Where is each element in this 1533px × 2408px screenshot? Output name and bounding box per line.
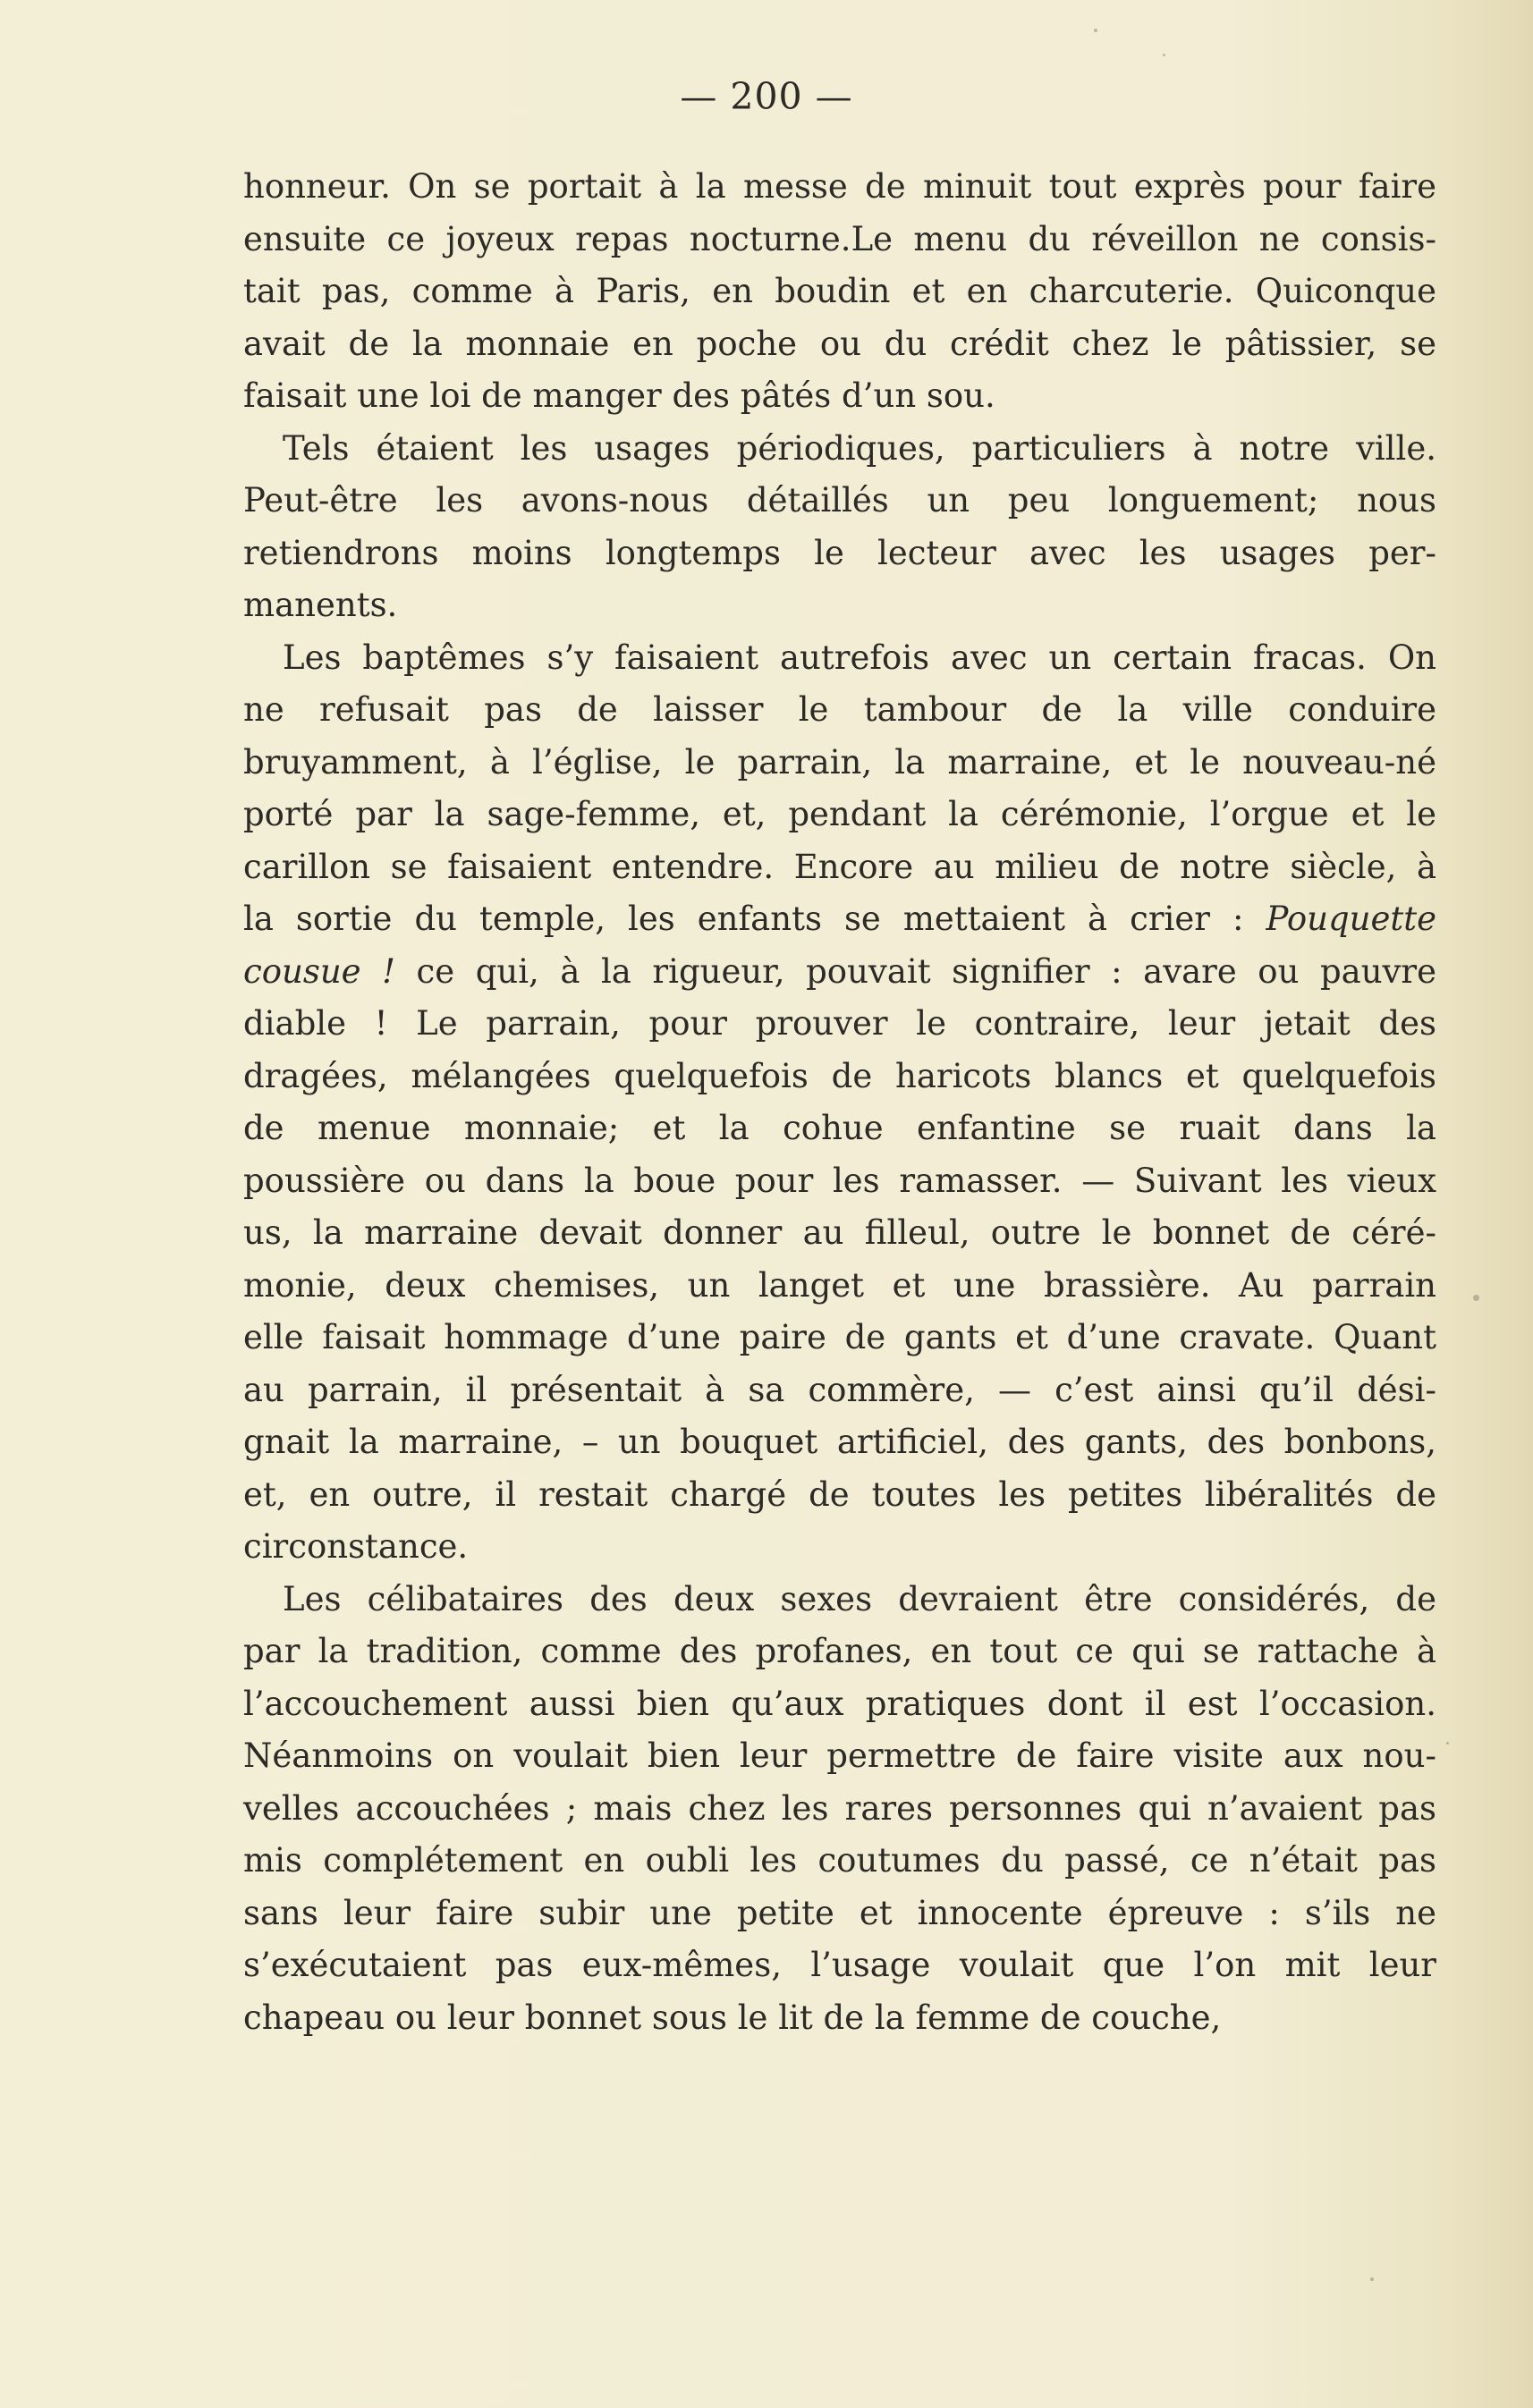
ink-speck (1473, 1295, 1479, 1301)
ink-speck (1370, 2277, 1374, 2281)
text-line: Peut-être les avons-nous détaillés un peu longuement; nous (243, 481, 1436, 520)
text-line: de menue monnaie; et la cohue enfantine se ruait dans la (243, 1109, 1436, 1147)
text-line: Néanmoins on voulait bien leur permettre de faire visite aux nou- (243, 1736, 1436, 1775)
text-line: manents. (243, 586, 398, 624)
text-line: et, en outre, il restait chargé de toutes les petites libéralités de (243, 1474, 1436, 1514)
text-line: faisait une loi de manger des pâtés d’un sou. (243, 376, 995, 415)
ink-speck (1163, 54, 1165, 56)
paragraph-4 (243, 1574, 1436, 2045)
text-line: diable ! Le parrain, pour prouver le contraire, leur jetait des (243, 1004, 1436, 1043)
text-line: l’accouchement aussi bien qu’aux pratiques dont il est l’occasion. (243, 1684, 1436, 1723)
text-line: Les célibataires des deux sexes devraient être considérés, de (283, 1579, 1436, 1618)
line-text: ce qui, à la rigueur, pouvait signifier : avare ou pauvre (416, 951, 1437, 991)
text-line: gnait la marraine, – un bouquet artificiel, des gants, des bonbons, (243, 1423, 1436, 1461)
text-line: velles accouchées ; mais chez les rares personnes qui n’avaient pas (243, 1788, 1436, 1828)
text-line: sans leur faire subir une petite et innocente épreuve : s’ils ne (243, 1893, 1436, 1932)
text-line: s’exécutaient pas eux-mêmes, l’usage voulait que l’on mit leur (243, 1946, 1436, 1984)
text-line: circonstance. (243, 1527, 469, 1566)
text-line: carillon se faisaient entendre. Encore au milieu de notre siècle, à (243, 847, 1436, 886)
text-line: Les baptêmes s’y faisaient autrefois avec un certain fracas. On (283, 638, 1436, 677)
page-number: — 200 — (680, 75, 853, 118)
italic-phrase: cousue ! (243, 951, 395, 991)
text-line: tait pas, comme à Paris, en boudin et en charcuterie. Quiconque (243, 272, 1436, 310)
text-line: ne refusait pas de laisser le tambour de la ville conduire (243, 690, 1436, 729)
text-line: avait de la monnaie en poche ou du crédit chez le pâtissier, se (243, 324, 1436, 363)
paragraph-1 (243, 161, 1436, 423)
ink-speck (1094, 29, 1097, 32)
text-line: elle faisait hommage d’une paire de gants et d’une cravate. Quant (243, 1318, 1436, 1356)
text-line: au parrain, il présentait à sa commère, — c’est ainsi qu’il dési- (243, 1370, 1436, 1409)
text-line (243, 893, 1436, 946)
text-line: porté par la sage-femme, et, pendant la cérémonie, l’orgue et le (243, 795, 1436, 833)
text-line: retiendrons moins longtemps le lecteur avec les usages per- (243, 533, 1436, 572)
text-line: monie, deux chemises, un langet et une brassière. Au parrain (243, 1265, 1436, 1305)
text-line: par la tradition, comme des profanes, en tout ce qui se rattache à (243, 1632, 1436, 1670)
text-line: bruyamment, à l’église, le parrain, la marraine, et le nouveau-né (243, 742, 1436, 782)
italic-phrase: Pouquette (1266, 900, 1436, 938)
text-line: mis complétement en oubli les coutumes du passé, ce n’était pas (243, 1841, 1436, 1880)
ink-speck (1446, 1742, 1449, 1745)
text-line: us, la marraine devait donner au filleul, outre le bonnet de céré- (243, 1213, 1436, 1252)
text-line (243, 946, 1436, 999)
body-text (243, 161, 1436, 2044)
paragraph-3 (243, 632, 1436, 1574)
line-text: la sortie du temple, les enfants se mettaient à crier : (243, 900, 1244, 938)
text-line: dragées, mélangées quelquefois de haricots blancs et quelquefois (243, 1056, 1436, 1095)
text-line: Tels étaient les usages périodiques, particuliers à notre ville. (283, 428, 1436, 468)
text-line: poussière ou dans la boue pour les ramasser. — Suivant les vieux (243, 1161, 1436, 1200)
text-line: chapeau ou leur bonnet sous le lit de la femme de couche, (243, 1998, 1222, 2037)
text-line: honneur. On se portait à la messe de minuit tout exprès pour faire (243, 167, 1436, 206)
text-line: ensuite ce joyeux repas nocturne.Le menu du réveillon ne consis- (243, 219, 1436, 258)
paragraph-2 (243, 423, 1436, 632)
